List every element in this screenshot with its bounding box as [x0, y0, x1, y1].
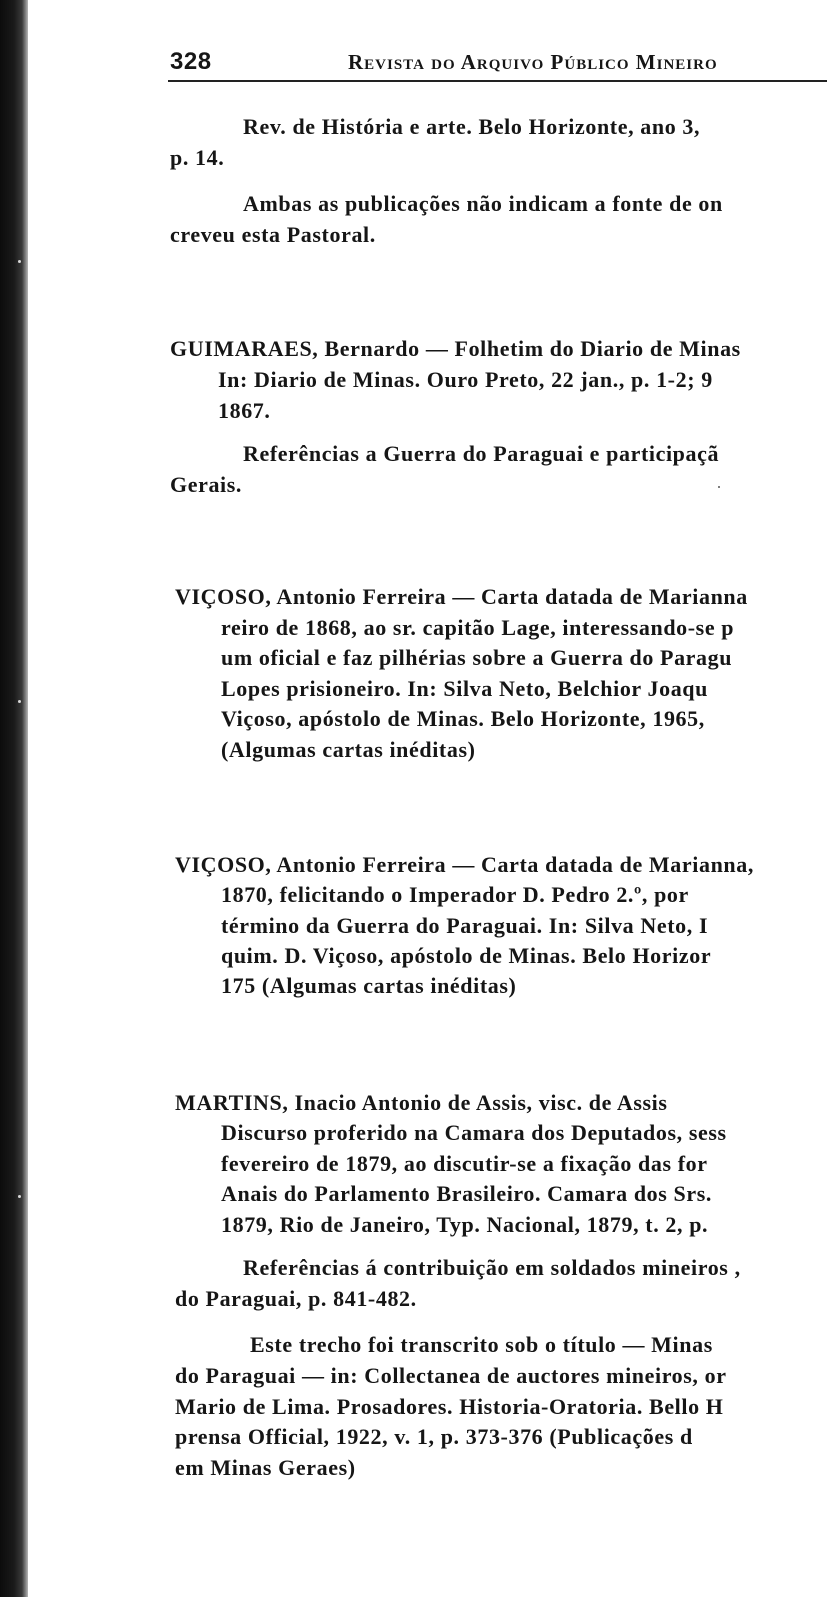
bibliography-entry-heading: VIÇOSO, Antonio Ferreira — Carta datada de Marianna: [175, 584, 748, 609]
bibliography-entry-heading: VIÇOSO, Antonio Ferreira — Carta datada de Marianna,: [175, 852, 754, 877]
bibliography-entry-heading: GUIMARAES, Bernardo — Folhetim do Diario de Minas: [170, 336, 741, 361]
text-line: Viçoso, apóstolo de Minas. Belo Horizonte, 1965,: [221, 706, 705, 731]
text-line: um oficial e faz pilhérias sobre a Guerra do Paragu: [221, 645, 733, 670]
text-line: creveu esta Pastoral.: [170, 222, 376, 247]
text-line: 1867.: [218, 398, 271, 423]
text-line: do Paraguai — in: Collectanea de auctores mineiros, or: [175, 1363, 727, 1388]
text-line: Rev. de História e arte. Belo Horizonte, ano 3,: [243, 114, 701, 139]
text-line: In: Diario de Minas. Ouro Preto, 22 jan., p. 1-2; 9: [218, 367, 713, 392]
paper-speck: [718, 486, 720, 488]
text-line: Lopes prisioneiro. In: Silva Neto, Belchior Joaqu: [221, 676, 708, 701]
page-number: 328: [170, 48, 212, 75]
spine-mark: [18, 700, 21, 703]
text-line: em Minas Geraes): [175, 1455, 356, 1480]
text-line: Gerais.: [170, 472, 243, 497]
text-line: 1879, Rio de Janeiro, Typ. Nacional, 1879, t. 2, p.: [221, 1212, 709, 1237]
text-line: reiro de 1868, ao sr. capitão Lage, interessando-se p: [221, 615, 735, 640]
page-header: [170, 44, 827, 80]
running-head: Revista do Arquivo Público Mineiro: [348, 50, 718, 74]
bibliography-entry-heading: MARTINS, Inacio Antonio de Assis, visc. de Assis: [175, 1090, 668, 1115]
text-line: prensa Official, 1922, v. 1, p. 373-376 (Publicações d: [175, 1424, 693, 1449]
spine-mark: [18, 260, 21, 263]
text-line: Este trecho foi transcrito sob o título — Minas: [250, 1332, 713, 1357]
text-line: término da Guerra do Paraguai. In: Silva Neto, I: [221, 913, 709, 938]
spine-mark: [18, 1195, 21, 1198]
text-line: p. 14.: [170, 145, 225, 170]
text-line: Mario de Lima. Prosadores. Historia-Oratoria. Bello H: [175, 1394, 724, 1419]
text-line: (Algumas cartas inéditas): [221, 737, 476, 762]
text-line: Anais do Parlamento Brasileiro. Camara dos Srs.: [221, 1181, 713, 1206]
text-line: Discurso proferido na Camara dos Deputados, sess: [221, 1120, 727, 1145]
header-rule: [168, 80, 827, 82]
text-line: 1870, felicitando o Imperador D. Pedro 2.º, por: [221, 882, 689, 907]
book-spine-shadow: [0, 0, 28, 1597]
text-line: quim. D. Viçoso, apóstolo de Minas. Belo Horizor: [221, 943, 712, 968]
text-line: 175 (Algumas cartas inéditas): [221, 973, 517, 998]
text-line: do Paraguai, p. 841-482.: [175, 1286, 417, 1311]
text-line: Referências á contribuição em soldados mineiros ,: [243, 1255, 741, 1280]
text-line: Referências a Guerra do Paraguai e participaçã: [243, 441, 720, 466]
text-line: fevereiro de 1879, ao discutir-se a fixação das for: [221, 1151, 708, 1176]
text-line: Ambas as publicações não indicam a fonte de on: [243, 191, 723, 216]
